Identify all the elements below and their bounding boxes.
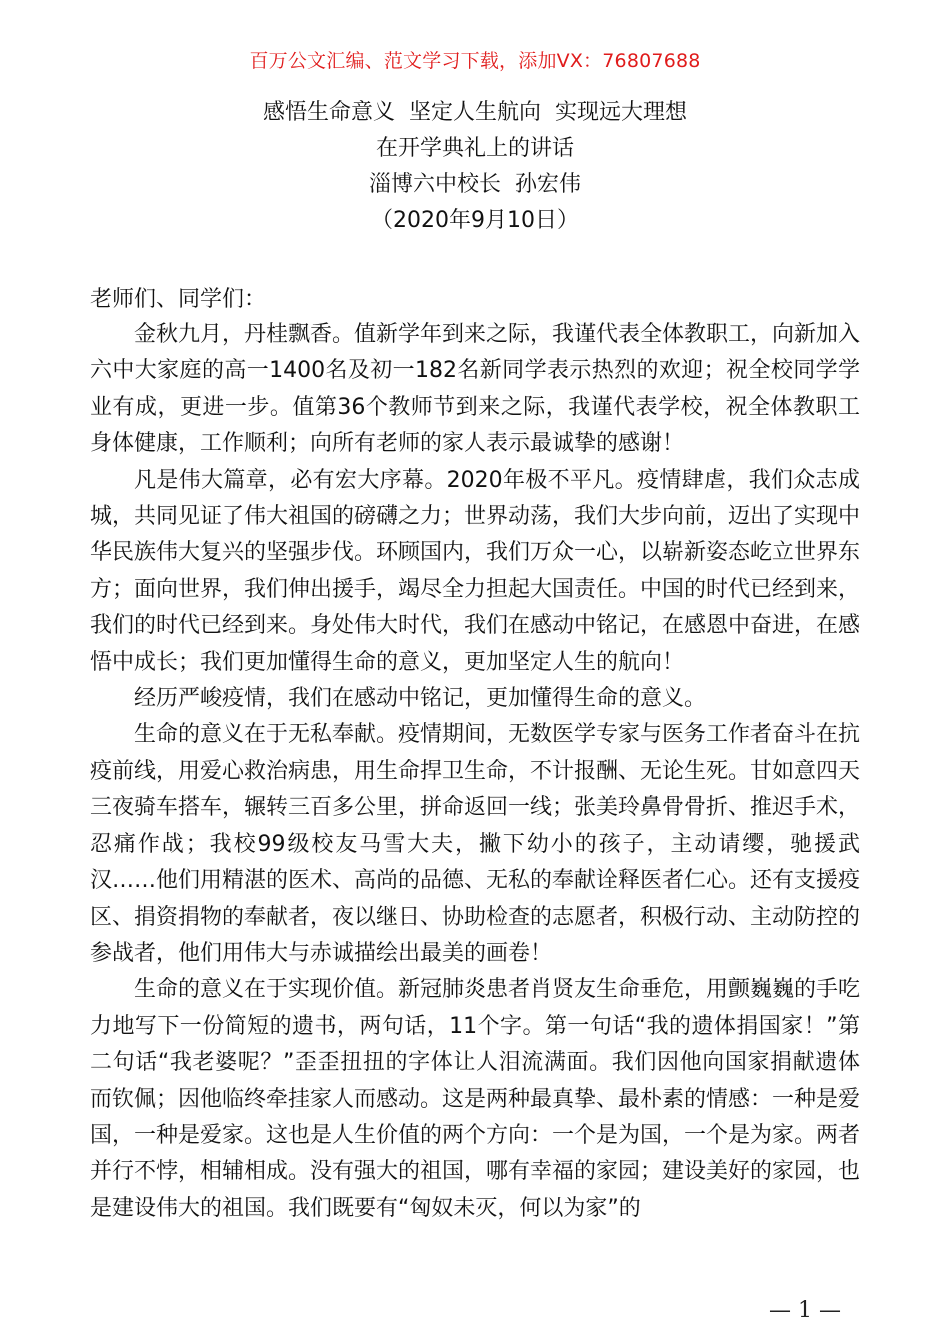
paragraph: 金秋九月，丹桂飘香。值新学年到来之际，我谨代表全体教职工，向新加入六中大家庭的高一1400名及初一182名新同学表示热烈的欢迎；祝全校同学学业有成，更进一步。值第36个教师节到来之际，我谨代表学校，祝全体教职工身体健康，工作顺利；向所有老师的家人表示最诚挚的感谢！ [90, 322, 861, 457]
speech-title: 感悟生命意义 坚定人生航向 实现远大理想 [263, 100, 687, 125]
speech-subtitle: 在开学典礼上的讲话 [375, 136, 574, 161]
paragraph: 经历严峻疫情，我们在感动中铭记，更加懂得生命的意义。 [134, 686, 707, 712]
page-number: — 1 — [769, 1298, 841, 1323]
paragraph: 生命的意义在于实现价值。新冠肺炎患者肖贤友生命垂危，用颤巍巍的手吃力地写下一份简短的遗书，两句话，11个字。第一句话“我的遗体捐国家！”第二句话“我老婆呢？”歪歪扭扭的字体让人泪流满面。我们因他向国家捐献遗体而钦佩；因他临终牵挂家人而感动。这是两种最真挚、最朴素的情感：一种是爱国，一种是爱家。这也是人生价值的两个方向：一个是为国，一个是为家。两者并行不悖，相辅相成。没有强大的祖国，哪有幸福的家园；建设美好的家园，也是建设伟大的祖国。我们既要有“匈奴未灭，何以为家”的 [90, 977, 861, 1221]
paragraph: 生命的意义在于无私奉献。疫情期间，无数医学专家与医务工作者奋斗在抗疫前线，用爱心救治病患，用生命捍卫生命，不计报酬、无论生死。甘如意四天三夜骑车搭车，辗转三百多公里，拼命返回一线；张美玲鼻骨骨折、推迟手术，忍痛作战；我校99级校友马雪大夫，撇下幼小的孩子，主动请缨，驰援武汉……他们用精湛的医术、高尚的品德、无私的奉献诠释医者仁心。还有支援疫区、捐资捐物的奉献者，夜以继日、协助检查的志愿者，积极行动、主动防控的参战者，他们用伟大与赤诚描绘出最美的画卷！ [90, 722, 861, 966]
paragraph: 凡是伟大篇章，必有宏大序幕。2020年极不平凡。疫情肆虐，我们众志成城，共同见证了伟大祖国的磅礴之力；世界动荡，我们大步向前，迈出了实现中华民族伟大复兴的坚强步伐。环顾国内，我们万众一心，以崭新姿态屹立世界东方；面向世界，我们伸出援手，竭尽全力担起大国责任。中国的时代已经到来，我们的时代已经到来。身处伟大时代，我们在感动中铭记，在感恩中奋进，在感悟中成长；我们更加懂得生命的意义，更加坚定人生的航向！ [90, 467, 861, 675]
greeting: 老师们、同学们： [90, 287, 267, 312]
speech-date: （2020年9月10日） [371, 208, 579, 233]
speaker-line: 淄博六中校长 孙宏伟 [369, 172, 581, 197]
speech-title-block [0, 95, 950, 239]
watermark-banner: 百万公文汇编、范文学习下载，添加VX：76807688 [249, 50, 701, 72]
speech-body [90, 317, 860, 1227]
